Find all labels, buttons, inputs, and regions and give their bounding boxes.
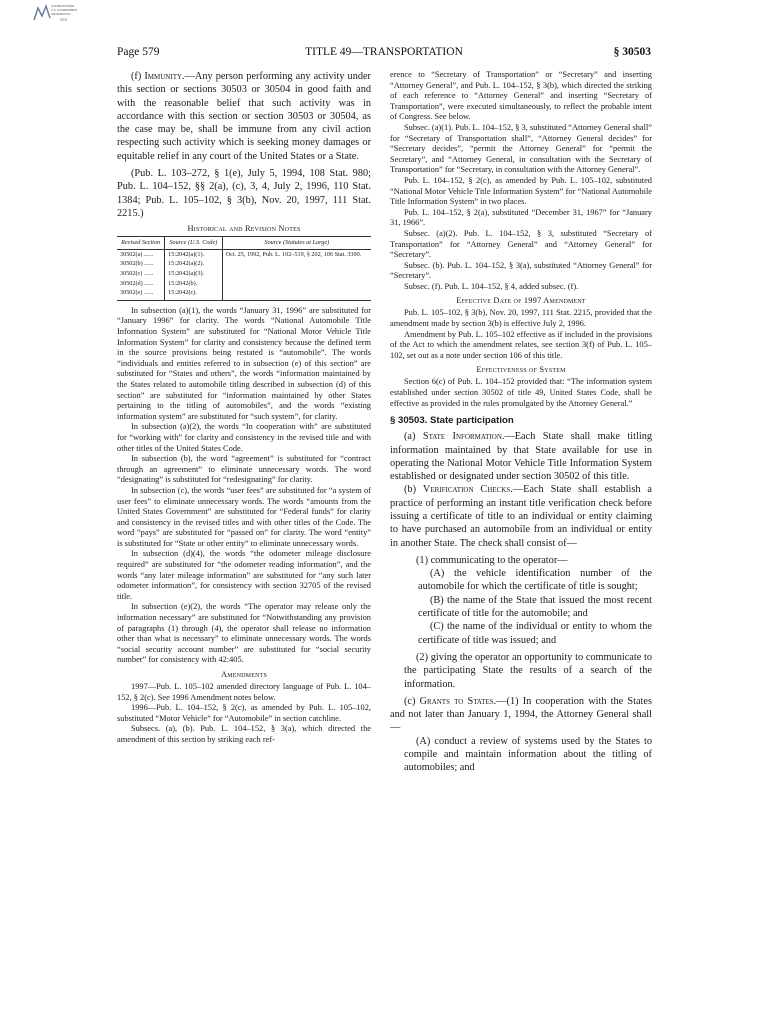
subparagraph-c1a: (A) conduct a review of systems used by the States to compile and maintain information about the titling of automobiles; and xyxy=(404,735,652,774)
revision-note: In subsection (a)(2), the words “In cooperation with” are substituted for “working with” for clarity and consistency in the revised title and with other titles of the United States Code. xyxy=(117,422,371,453)
amendment-note: Subsec. (f). Pub. L. 104–152, § 4, added subsec. (f). xyxy=(404,281,579,291)
table-header-code: Source (U.S. Code) xyxy=(165,237,222,250)
table-row: 30502(e) ...... 15:2042(c). xyxy=(117,288,371,300)
revision-note: In subsection (a)(1), the words “January 31, 1996” are substituted for “January 1996” for clarity. The words “National Automobile Title Information System” are substituted for “National Motor Vehicle Title Information System” for clarity and consistency because the defined term in the source provisions being restated is “automobile”. The words “individuals and entities referred to in subsection (e) of this section” are substituted for “States and others”, the words “information maintained by the States related to automobile titling described in subsection (d) of this section” are substituted for “information maintained by other States pertaining to the titling of automobiles”, and the words “existing information system” are substituted for “such system”, for clarity. xyxy=(117,305,371,421)
table-row: 30502(c) ...... 15:2042(a)(3). xyxy=(117,269,371,279)
running-title: TITLE 49—TRANSPORTATION xyxy=(305,46,463,58)
amendment-note: Pub. L. 104–152, § 2(c), as amended by Pub. L. 105–102, substituted “National Motor Vehicle Title Information System” for “National Automobile Title Information System” in two places. xyxy=(390,175,652,207)
subparagraph-b1b: (B) the name of the State that issued the most recent certificate of title for the automobile; and xyxy=(418,594,652,620)
revision-note: In subsection (c), the words “user fees” are substituted for “a system of user fees” to eliminate unnecessary words. The words “amounts from the United States Government” are substituted for “Federal funds” for clarity and consistency in the revised titles and with other titles of the Code. The word “pays” are substituted for “passed on” for clarity. The word “entity” is substituted for “State or other entity” to eliminate unnecessary words. xyxy=(117,485,371,548)
section-title: § 30503. State participation xyxy=(390,415,514,427)
subparagraph-b1a: (A) the vehicle identification number of the automobile for which the certificate of title is sought; xyxy=(418,568,652,593)
subsection-c: (c) Grants to States.—(1) In cooperation with the States and not later than January 1, 1994, the Attorney General shall— xyxy=(390,695,652,734)
amendment-note: 1996—Pub. L. 104–152, § 2(c), as amended by Pub. L. 105–102, substituted “Motor Vehicle” for “Automobile” in section catchline. xyxy=(117,703,371,723)
subparagraph-b1c: (C) the name of the individual or entity to whom the certificate of title was issued; and xyxy=(418,621,652,646)
statute-citation: (Pub. L. 103–272, § 1(e), July 5, 1994, 108 Stat. 980; Pub. L. 104–152, §§ 2(a), (c), 3, 4, July 2, 1996, 110 Stat. 1384; Pub. L. 105–102, § 3(b), Nov. 20, 1997, 111 Stat. 2215.) xyxy=(117,168,371,219)
table-header-statutes: Source (Statutes at Large) xyxy=(222,237,371,250)
svg-text:INFORMATION: INFORMATION xyxy=(51,12,71,16)
amendment-note: 1997—Pub. L. 105–102 amended directory language of Pub. L. 104–152, § 2(c). See 1996 Amendment notes below. xyxy=(117,682,371,702)
amendment-note: Subsec. (a)(1). Pub. L. 104–152, § 3, substituted “Attorney General shall” for “Secretary of Transportation shall”, “Attorney General decides” for “Secretary decides”, “permit the Attorney General” for “permit the Secretary”, and “Attorney General, in consultation with the Secretary of Transportation” for “Secretary, in consultation with the Attorney General”. xyxy=(390,122,652,175)
table-row: 30502(d) ...... 15:2042(b). xyxy=(117,279,371,289)
svg-text:AUTHENTICATED: AUTHENTICATED xyxy=(51,4,75,8)
table-header-revised: Revised Section xyxy=(117,237,165,250)
effectiveness-heading: Effectiveness of System xyxy=(476,365,566,375)
revision-note: In subsection (b), the word “agreement” is substituted for “contract through an agreement” to eliminate unnecessary words. The word “designating” is substituted for “redesignating” for clarity. xyxy=(117,454,371,485)
derivation-table xyxy=(117,236,371,301)
amendment-note-continued: erence to “Secretary of Transportation” or “Secretary” and inserting “Attorney General”, and Pub. L. 104–152, § 3(b), which directed the striking of each reference to “Attorney General” and inserting “Secretary of Transportation”, were executed simultaneously, to reflect the probable intent of Congress. See below. xyxy=(390,70,652,122)
section-number: § 30503 xyxy=(613,46,651,58)
svg-text:U.S. GOVERNMENT: U.S. GOVERNMENT xyxy=(51,8,78,12)
svg-text:GPO: GPO xyxy=(60,18,68,22)
effective-date-note: Pub. L. 105–102, § 3(b), Nov. 20, 1997, 111 Stat. 2215, provided that the amendment made by section 3(b) is effective July 2, 1996. xyxy=(390,308,652,329)
amendment-note: Pub. L. 104–152, § 2(a), substituted “December 31, 1967” for “January 31, 1966”. xyxy=(390,207,652,228)
table-row: 30502(b) ...... 15:2042(a)(2). xyxy=(117,259,371,269)
revision-note: In subsection (d)(4), the words “the odometer mileage disclosure required” are substituted for “the odometer reading information”, and the words “any later mileage information” are substituted for “any such later odometer information”, for consistency with section 32705 of the revised title. xyxy=(117,549,371,601)
paragraph-b1: (1) communicating to the operator— xyxy=(416,554,568,566)
effective-date-heading: Effective Date of 1997 Amendment xyxy=(456,296,586,306)
effective-date-note: Amendment by Pub. L. 105–102 effective as if included in the provisions of the Act to which the amendment relates, see section 3(f) of Pub. L. 105–102, set out as a note under section 106 of this title. xyxy=(390,329,652,360)
effectiveness-note: Section 6(c) of Pub. L. 104–152 provided that: “The information system established under section 30502 of title 49, United States Code, shall be effective as provided in the rules promulgated by the Attorney General.” xyxy=(390,377,652,408)
amendment-note: Subsec. (a)(2). Pub. L. 104–152, § 3, substituted “Secretary of Transportation” for “Attorney General” and “Attorney General” for “Secretary”. xyxy=(390,228,652,260)
table-row: 30502(a) ...... 15:2042(a)(1). Oct. 25, 1992, Pub. L. 102–519, § 202, 106 Stat. 3390. xyxy=(117,249,371,259)
right-column xyxy=(390,70,652,775)
subsection-b: (b) Verification Checks.—Each State shall establish a practice of performing an instant title verification check before issuing a certificate of title to an individual or entity claiming to have purchased an automobile from an individual or entity in another State. The check shall consist of— xyxy=(390,484,652,549)
amendment-note: Subsec. (b). Pub. L. 104–152, § 3(a), substituted “Attorney General” for “Secretary”. xyxy=(390,260,652,281)
paragraph-b2: (2) giving the operator an opportunity to communicate to the participating State the results of a search of the information. xyxy=(404,651,652,690)
gpo-authentication-seal xyxy=(30,2,78,26)
immunity-paragraph: (f) Immunity.—Any person performing any activity under this section or sections 30503 or 30504 in good faith and with the reasonable belief that such activity was in accordance with this section or section 30503 or 30504, as the case may be, shall be immune from any civil action respecting such activity which is seeking money damages or equitable relief in any court of the United States or a State. xyxy=(117,71,371,162)
revision-note: In subsection (e)(2), the words “The operator may release only the information necessary” are substituted for “Notwithstanding any provision of paragraphs (1) through (4), the operator shall release no information other than what is necessary” to eliminate unnecessary words. The words “social security account number” are substituted for “social security number” for consistency with 42:405. xyxy=(117,602,371,665)
amendments-heading: Amendments xyxy=(220,670,268,680)
left-column xyxy=(117,70,371,746)
page-header xyxy=(117,46,651,60)
historical-notes-heading: Historical and Revision Notes xyxy=(187,224,301,234)
amendment-note: Subsecs. (a), (b). Pub. L. 104–152, § 3(a), which directed the amendment of this section by striking each ref- xyxy=(117,724,371,744)
subsection-a: (a) State Information.—Each State shall make titling information maintained by that State available for use in operating the National Motor Vehicle Title Information System established or designated under section 30502 of this title. xyxy=(390,431,652,483)
page-number: Page 579 xyxy=(117,46,160,58)
